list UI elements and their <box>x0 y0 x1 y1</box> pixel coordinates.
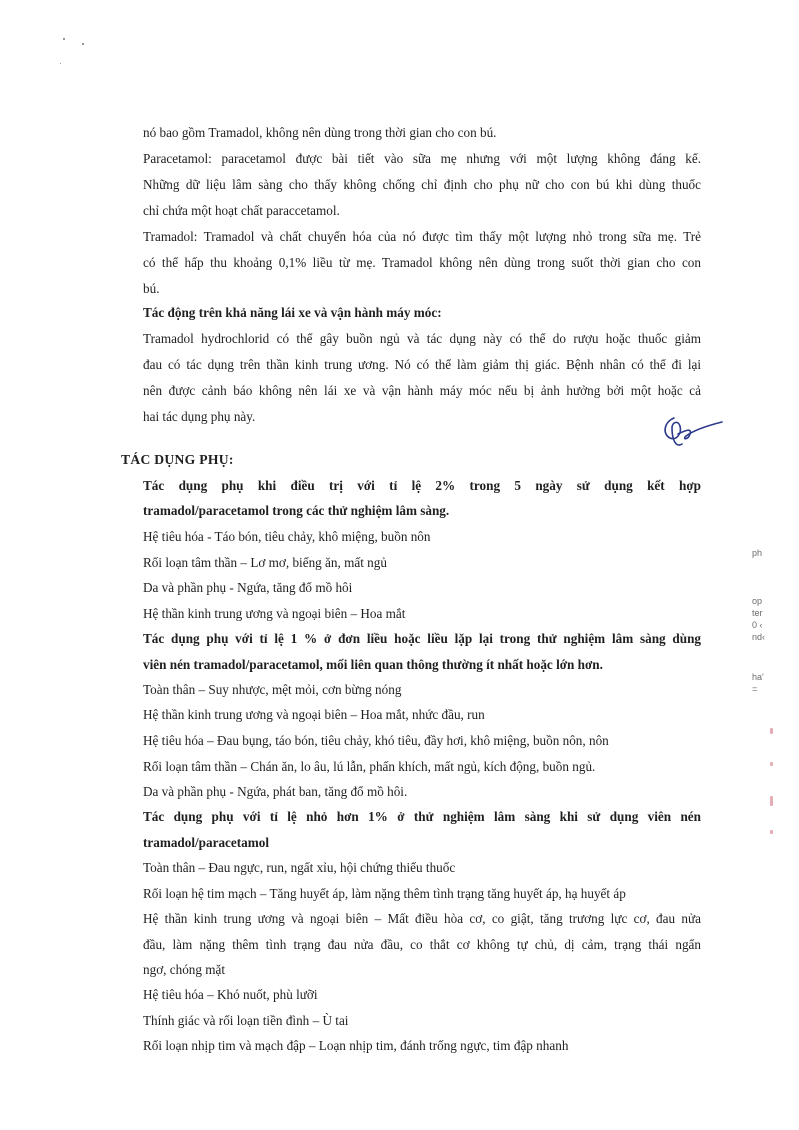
list-item: Da và phần phụ - Ngứa, tăng đổ mồ hôi <box>143 580 353 595</box>
list-item: Hệ thần kinh trung ương và ngoại biên – Hoa mắt, nhức đầu, run <box>143 707 485 722</box>
list-item: Hệ thần kinh trung ương và ngoại biên – Mất điều hòa cơ, co giật, tăng trương lực cơ, đau nửa <box>143 911 701 926</box>
margin-bleed-text: nd‹ <box>752 632 766 642</box>
list-item: Toàn thân – Suy nhược, mệt mỏi, cơn bừng nóng <box>143 682 402 697</box>
list-item: Hệ tiêu hóa – Đau bụng, táo bón, tiêu chảy, khó tiêu, đầy hơi, khô miệng, buồn nôn, nôn <box>143 733 609 748</box>
list-item: đầu, làm nặng thêm tình trạng đau nửa đầu, co thắt cơ không tự chủ, dị cảm, trạng thái ngẩn <box>143 937 701 952</box>
group-title: tramadol/paracetamol trong các thử nghiệm lâm sàng. <box>143 503 450 518</box>
margin-red-mark <box>770 728 773 734</box>
section-title-driving: Tác động trên khả năng lái xe và vận hành máy móc: <box>143 305 442 320</box>
scan-speck <box>82 43 84 45</box>
margin-bleed-text: ha' <box>752 672 764 682</box>
margin-bleed-text: ter <box>752 608 763 618</box>
margin-red-mark <box>770 762 773 766</box>
list-item: Rối loạn tâm thần – Lơ mơ, biếng ăn, mất ngủ <box>143 555 387 570</box>
group-title: Tác dụng phụ với tỉ lệ 1 % ở đơn liều hoặc liều lặp lại trong thử nghiệm lâm sàng dùng <box>143 631 701 646</box>
body-line: bú. <box>143 281 160 296</box>
list-item: Da và phần phụ - Ngứa, phát ban, tăng đổ mồ hôi. <box>143 784 408 799</box>
group-title: Tác dụng phụ với tỉ lệ nhỏ hơn 1% ở thử nghiệm lâm sàng khi sử dụng viên nén <box>143 809 701 824</box>
body-line: hai tác dụng phụ này. <box>143 409 256 424</box>
list-item: Rối loạn nhịp tim và mạch đập – Loạn nhịp tim, đánh trống ngực, tim đập nhanh <box>143 1038 569 1053</box>
margin-bleed-text: op <box>752 596 763 606</box>
body-line: chỉ chứa một hoạt chất paraccetamol. <box>143 203 340 218</box>
body-line: Tramadol hydrochlorid có thể gây buồn ngủ và tác dụng này có thể do rượu hoặc thuốc giảm <box>143 331 701 346</box>
margin-red-mark <box>770 796 773 806</box>
body-line: Paracetamol: paracetamol được bài tiết vào sữa mẹ nhưng với một lượng không đáng kể. <box>143 151 701 166</box>
signature-scribble <box>660 410 728 454</box>
section-heading-side-effects: TÁC DỤNG PHỤ: <box>121 452 234 467</box>
scan-speck <box>60 63 61 64</box>
margin-bleed-text: ph <box>752 548 763 558</box>
body-line: nên được cảnh báo không nên lái xe và vận hành máy móc nếu bị ảnh hưởng bởi một hoặc cả <box>143 383 701 398</box>
body-line: nó bao gồm Tramadol, không nên dùng trong thời gian cho con bú. <box>143 125 497 140</box>
list-item: Hệ tiêu hóa - Táo bón, tiêu chảy, khô miệng, buồn nôn <box>143 529 431 544</box>
list-item: Thính giác và rối loạn tiền đình – Ù tai <box>143 1013 349 1028</box>
list-item: Toàn thân – Đau ngực, run, ngất xỉu, hội chứng thiếu thuốc <box>143 860 456 875</box>
list-item: Hệ tiêu hóa – Khó nuốt, phù lưỡi <box>143 987 318 1002</box>
margin-bleed-text: 0 ‹ <box>752 620 763 630</box>
body-line: đau có tác dụng trên thần kinh trung ương. Nó có thể làm giảm thị giác. Bệnh nhân có thể đi lại <box>143 357 701 372</box>
scan-speck <box>63 38 65 40</box>
group-title: Tác dụng phụ khi điều trị với tỉ lệ 2% trong 5 ngày sử dụng kết hợp <box>143 478 701 493</box>
margin-red-mark <box>770 830 773 834</box>
margin-bleed-text: = <box>752 684 758 694</box>
body-line: Tramadol: Tramadol và chất chuyển hóa của nó được tìm thấy một lượng nhỏ trong sữa mẹ. Trẻ <box>143 229 701 244</box>
list-item: Rối loạn tâm thần – Chán ăn, lo âu, lú lẫn, phấn khích, mất ngủ, kích động, buồn ngủ. <box>143 759 596 774</box>
group-title: tramadol/paracetamol <box>143 835 269 850</box>
list-item: ngơ, chóng mặt <box>143 962 226 977</box>
group-title: viên nén tramadol/paracetamol, mối liên quan thông thường ít nhất hoặc lớn hơn. <box>143 657 603 672</box>
list-item: Hệ thần kinh trung ương và ngoại biên – Hoa mắt <box>143 606 406 621</box>
body-line: Những dữ liệu lâm sàng cho thấy không chống chỉ định cho phụ nữ cho con bú khi dùng thuốc <box>143 177 701 192</box>
body-line: có thể hấp thu khoảng 0,1% liều từ mẹ. Tramadol không nên dùng trong suốt thời gian cho con <box>143 255 701 270</box>
list-item: Rối loạn hệ tim mạch – Tăng huyết áp, làm nặng thêm tình trạng tăng huyết áp, hạ huyết áp <box>143 886 626 901</box>
